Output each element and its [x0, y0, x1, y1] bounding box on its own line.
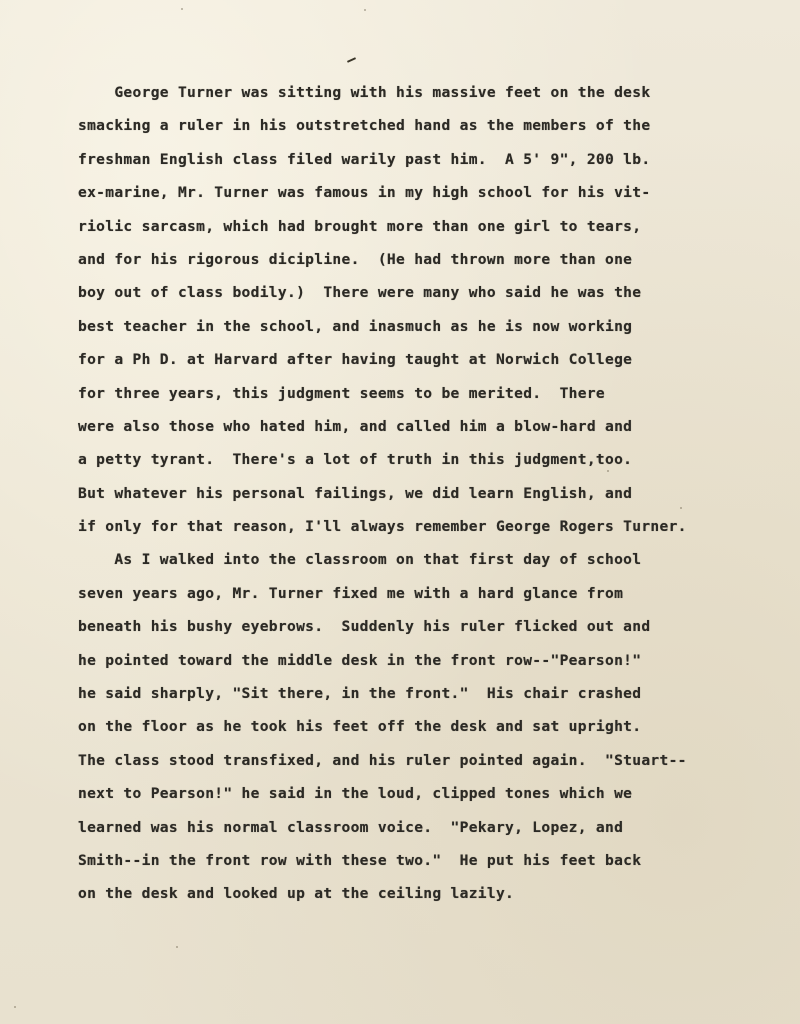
text-line: next to Pearson!" he said in the loud, clipped tones which we: [78, 785, 633, 803]
body-text: [78, 76, 778, 911]
text-line: Smith--in the front row with these two." He put his feet back: [78, 851, 642, 869]
text-line: ex-marine, Mr. Turner was famous in my high school for his vit-: [78, 184, 651, 202]
paper-speck: [364, 9, 366, 11]
text-line: if only for that reason, I'll always remember George Rogers Turner.: [78, 518, 687, 536]
text-line: for three years, this judgment seems to be merited. There: [78, 384, 605, 402]
text-line: freshman English class filed warily past him. A 5' 9", 200 lb.: [78, 150, 651, 168]
text-line: riolic sarcasm, which had brought more than one girl to tears,: [78, 217, 642, 235]
paper-speck: [176, 946, 178, 948]
text-line: learned was his normal classroom voice. "Pekary, Lopez, and: [78, 818, 624, 836]
text-line: seven years ago, Mr. Turner fixed me with a hard glance from: [78, 584, 624, 602]
text-line: beneath his bushy eyebrows. Suddenly his ruler flicked out and: [78, 618, 651, 636]
text-line: best teacher in the school, and inasmuch as he is now working: [78, 317, 633, 335]
text-line: a petty tyrant. There's a lot of truth in this judgment,too.: [78, 451, 633, 469]
text-line: he pointed toward the middle desk in the front row--"Pearson!": [78, 651, 642, 669]
text-line: and for his rigorous dicipline. (He had thrown more than one: [78, 250, 633, 268]
text-line: The class stood transfixed, and his ruler pointed again. "Stuart--: [78, 751, 687, 769]
text-line: on the floor as he took his feet off the desk and sat upright.: [78, 718, 642, 736]
paper-speck: [181, 8, 183, 10]
text-line: But whatever his personal failings, we did learn English, and: [78, 484, 633, 502]
text-line: George Turner was sitting with his massive feet on the desk: [78, 84, 651, 101]
text-line: smacking a ruler in his outstretched hand as the members of the: [78, 117, 651, 135]
text-line: for a Ph D. at Harvard after having taught at Norwich College: [78, 351, 633, 369]
paper-speck: [14, 1006, 16, 1008]
text-line: As I walked into the classroom on that first day of school: [78, 551, 642, 569]
text-line: he said sharply, "Sit there, in the front." His chair crashed: [78, 685, 642, 703]
text-line: boy out of class bodily.) There were many who said he was the: [78, 284, 642, 302]
ink-mark: [347, 57, 356, 63]
text-line: on the desk and looked up at the ceiling lazily.: [78, 885, 515, 903]
text-line: were also those who hated him, and called him a blow-hard and: [78, 417, 633, 435]
